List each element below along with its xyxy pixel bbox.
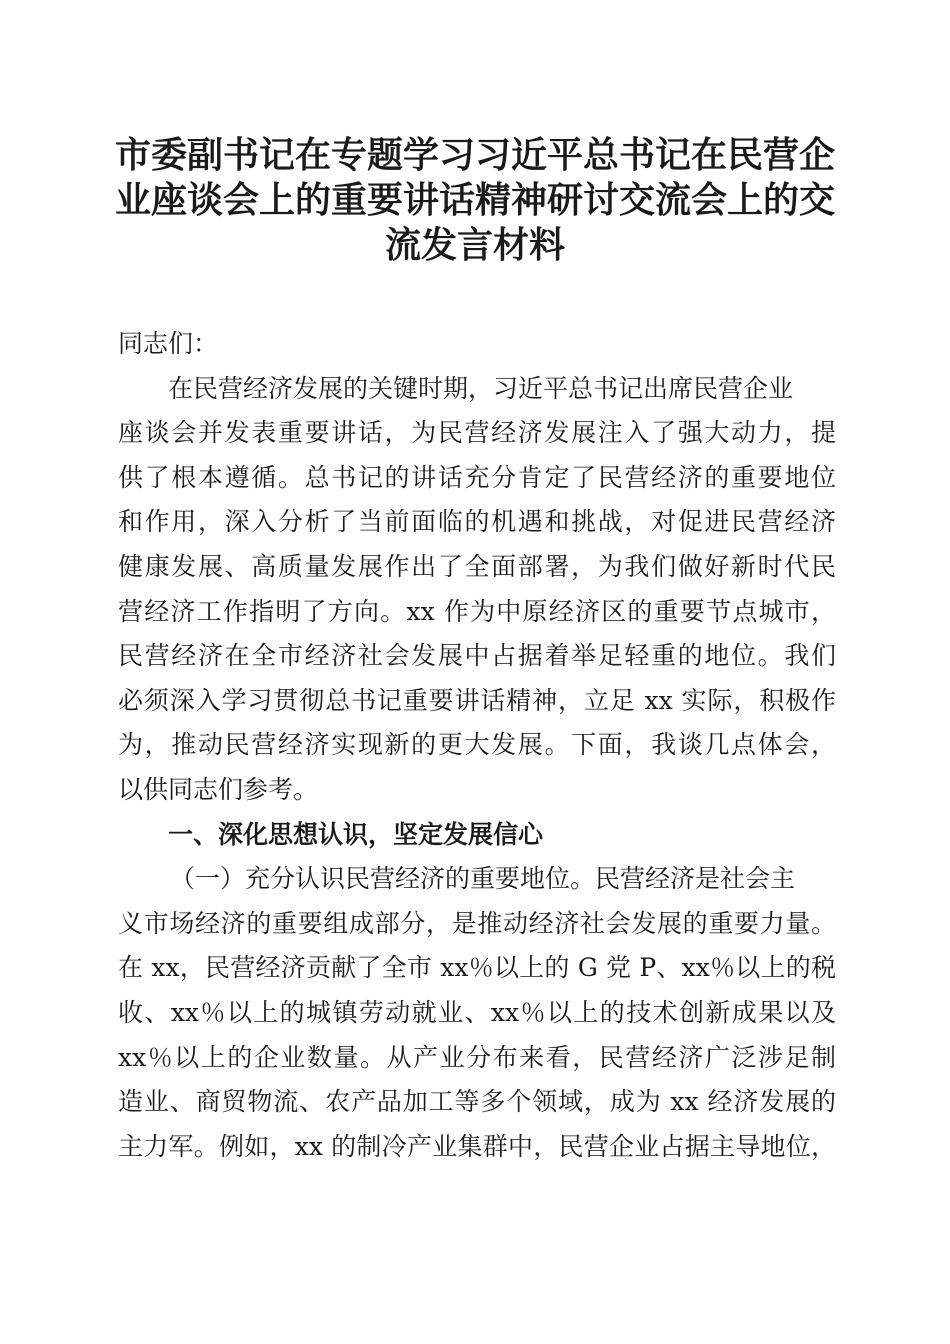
paragraph-1-line: 营经济工作指明了方向。xx 作为中原经济区的重要节点城市， xyxy=(118,596,836,626)
title-line-3: 流发言材料 xyxy=(384,225,565,266)
paragraph-1-line: 以供同志们参考。 xyxy=(118,774,319,804)
paragraph-1-line: 为，推动民营经济实现新的更大发展。下面，我谈几点体会， xyxy=(118,730,836,760)
title-line-1: 市委副书记在专题学习习近平总书记在民营企 xyxy=(114,135,835,176)
title-line-2: 业座谈会上的重要讲话精神研讨交流会上的交 xyxy=(114,180,835,221)
paragraph-1-line: 民营经济在全市经济社会发展中占据着举足轻重的地位。我们 xyxy=(118,641,836,671)
paragraph-2-line: 义市场经济的重要组成部分，是推动经济社会发展的重要力量。 xyxy=(118,908,836,938)
paragraph-2-line: 收、xx％以上的城镇劳动就业、xx％以上的技术创新成果以及 xyxy=(118,997,836,1027)
paragraph-2-line: （一）充分认识民营经济的重要地位。民营经济是社会主 xyxy=(170,864,796,894)
paragraph-2-line: 造业、商贸物流、农产品加工等多个领域，成为 xx 经济发展的 xyxy=(118,1087,836,1117)
paragraph-1-line: 必须深入学习贯彻总书记重要讲话精神，立足 xx 实际，积极作 xyxy=(118,685,836,715)
section-heading-1: 一、深化思想认识，坚定发展信心 xyxy=(168,819,544,849)
paragraph-2-line: xx％以上的企业数量。从产业分布来看，民营经济广泛涉足制 xyxy=(118,1042,836,1072)
document-body xyxy=(118,322,836,1169)
paragraph-1-line: 健康发展、高质量发展作出了全面部署，为我们做好新时代民 xyxy=(118,551,836,581)
salutation: 同志们： xyxy=(118,329,219,358)
paragraph-1-line: 供了根本遵循。总书记的讲话充分肯定了民营经济的重要地位 xyxy=(118,462,836,492)
paragraph-1-line: 在民营经济发展的关键时期，习近平总书记出席民营企业 xyxy=(168,373,794,403)
document-title xyxy=(100,133,850,268)
paragraph-2-line: 在 xx，民营经济贡献了全市 xx％以上的 G 党 P、xx％以上的税 xyxy=(118,953,836,983)
paragraph-2-line: 主力军。例如，xx 的制冷产业集群中，民营企业占据主导地位， xyxy=(118,1131,836,1161)
paragraph-1-line: 座谈会并发表重要讲话，为民营经济发展注入了强大动力，提 xyxy=(118,418,836,448)
paragraph-1-line: 和作用，深入分析了当前面临的机遇和挑战，对促进民营经济 xyxy=(118,507,836,537)
